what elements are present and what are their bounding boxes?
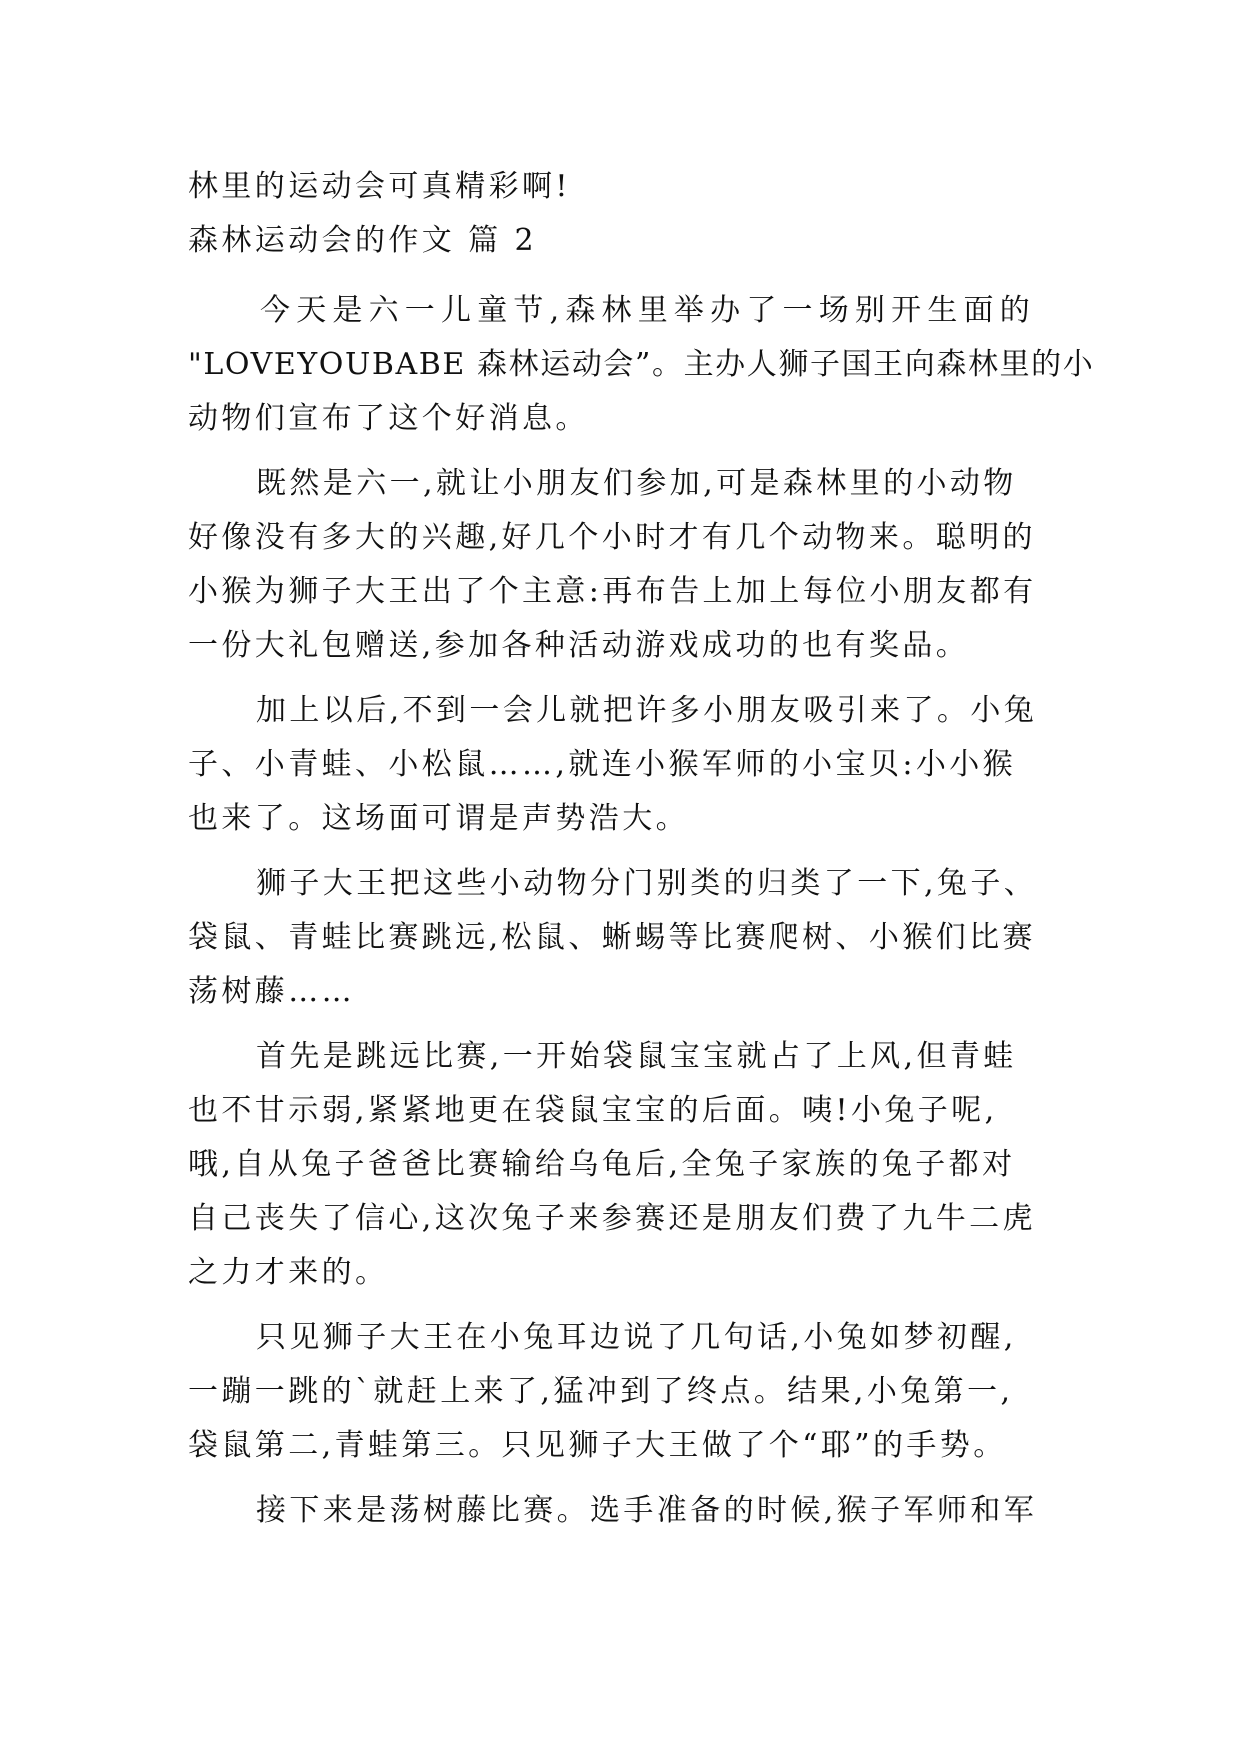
paragraph-line: 今天是六一儿童节,森林里举办了一场别开生面的 <box>260 293 1036 328</box>
paragraph-line: 只见狮子大王在小兔耳边说了几句话,小兔如梦初醒, <box>256 1320 1017 1355</box>
paragraph-line: 也不甘示弱,紧紧地更在袋鼠宝宝的后面。咦!小兔子呢, <box>188 1093 998 1128</box>
paragraph-line: 袋鼠、青蛙比赛跳远,松鼠、蜥蜴等比赛爬树、小猴们比赛 <box>188 920 1036 955</box>
paragraph-line: 也来了。这场面可谓是声势浩大。 <box>188 801 689 836</box>
paragraph-line: 首先是跳远比赛,一开始袋鼠宝宝就占了上风,但青蛙 <box>256 1039 1017 1074</box>
paragraph-line: 好像没有多大的兴趣,好几个小时才有几个动物来。聪明的 <box>188 520 1036 555</box>
paragraph-7 <box>188 1484 1068 1538</box>
paragraph-line: 自己丧失了信心,这次兔子来参赛还是朋友们费了九牛二虎 <box>188 1201 1036 1236</box>
paragraph-line: 动物们宣布了这个好消息。 <box>188 401 589 436</box>
paragraph-4 <box>188 857 1068 1019</box>
paragraph-5 <box>188 1030 1068 1300</box>
paragraph-6 <box>188 1311 1068 1473</box>
paragraph-3 <box>188 684 1068 846</box>
paragraph-line: 加上以后,不到一会儿就把许多小朋友吸引来了。小兔 <box>256 693 1038 728</box>
paragraph-line: 小猴为狮子大王出了个主意:再布告上加上每位小朋友都有 <box>188 574 1037 609</box>
paragraph-line: 一蹦一跳的`就赶上来了,猛冲到了终点。结果,小兔第一, <box>188 1374 1014 1409</box>
paragraph-line: 子、小青蛙、小松鼠……,就连小猴军师的小宝贝:小小猴 <box>188 747 1017 782</box>
paragraph-line: 接下来是荡树藤比赛。选手准备的时候,猴子军师和军 <box>256 1493 1038 1528</box>
paragraph-line: 袋鼠第二,青蛙第三。只见狮子大王做了个“耶”的手势。 <box>188 1428 1007 1463</box>
paragraph-line: 狮子大王把这些小动物分门别类的归类了一下,兔子、 <box>256 866 1038 901</box>
paragraph-line: 之力才来的。 <box>188 1255 389 1290</box>
paragraph-line: 荡树藤…… <box>188 974 355 1009</box>
previous-essay-ending: 林里的运动会可真精彩啊! <box>188 169 571 204</box>
paragraph-line: 一份大礼包赠送,参加各种活动游戏成功的也有奖品。 <box>188 628 970 663</box>
paragraph-line: 哦,自从兔子爸爸比赛输给乌龟后,全兔子家族的兔子都对 <box>188 1147 1016 1182</box>
paragraph-2 <box>188 457 1068 673</box>
paragraph-line: "LOVEYOUBABE 森林运动会”。主办人狮子国王向森林里的小 <box>188 347 1095 382</box>
paragraph-1 <box>188 284 1095 446</box>
paragraph-line: 既然是六一,就让小朋友们参加,可是森林里的小动物 <box>256 466 1017 501</box>
document-body <box>188 160 1095 1538</box>
essay-title: 森林运动会的作文 篇 2 <box>188 223 537 258</box>
